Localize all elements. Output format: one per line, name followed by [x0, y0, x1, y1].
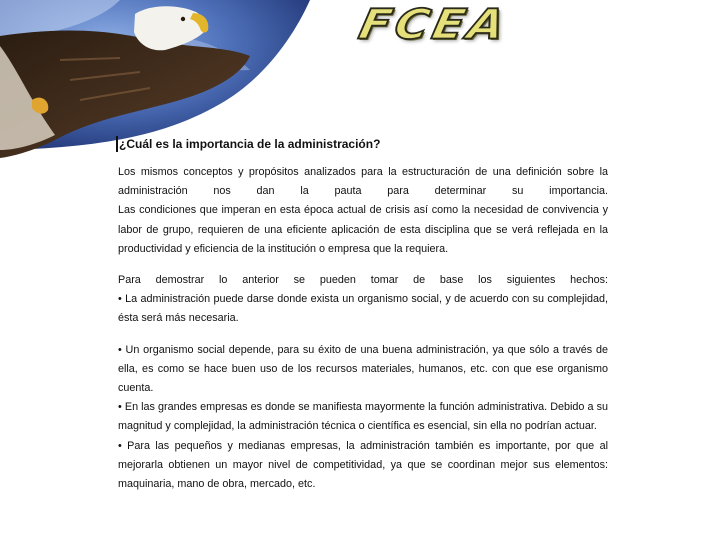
eagle-eye — [181, 17, 185, 21]
fact-item-4: • Para las pequeños y medianas empresas, la administración también es importante, por que al mejorarla obtienen un mayor nivel de competitividad, ya que se coordinan mejor sus elementos: maquinaria, mano de obra, mercado, etc. — [118, 439, 608, 491]
fcea-logo-text: FCEA — [354, 0, 514, 49]
fcea-logo — [318, 0, 550, 49]
article — [118, 136, 608, 494]
fact-item-1: • La administración puede darse donde exista un organismo social, y de acuerdo con su complejidad, ésta será más necesaria. — [118, 293, 608, 325]
facts-lead-in: Para demostrar lo anterior se pueden tomar de base los siguientes hechos: — [118, 274, 608, 287]
intro-paragraph-1: Los mismos conceptos y propósitos analizados para la estructuración de una definición sobre la administración nos dan la pauta para determinar su importancia. — [118, 166, 608, 198]
intro-paragraph-2: Las condiciones que imperan en esta época actual de crisis así como la necesidad de convivencia y labor de grupo, requieren de una eficiente aplicación de esta disciplina que se verá reflejada en la productividad y eficiencia de la institución o empresa que la requiera. — [118, 204, 608, 255]
fact-item-3: • En las grandes empresas es donde se manifiesta mayormente la función administrativa. Debido a su magnitud y complejidad, la administración técnica o científica es esencial, sin ella no podrían actuar. — [118, 401, 608, 433]
fact-item-2: • Un organismo social depende, para su éxito de una buena administración, ya que sólo a través de ella, es como se hace buen uso de los recursos materiales, humanos, etc. con que ese organismo cuenta. — [118, 343, 608, 395]
article-title: ¿Cuál es la importancia de la administración? — [116, 136, 608, 152]
